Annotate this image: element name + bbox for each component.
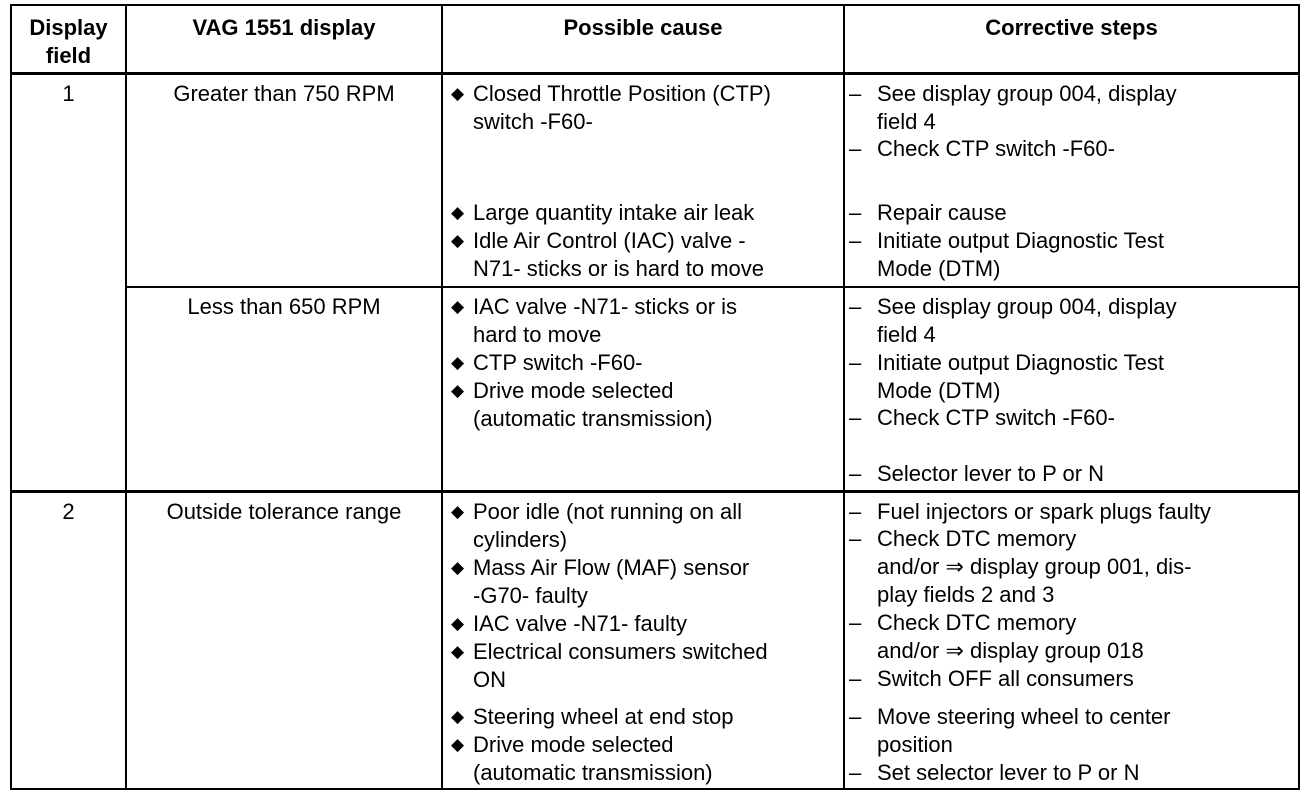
bullet-icon: ◆	[451, 297, 465, 316]
cause-item: ◆ Mass Air Flow (MAF) sensor -G70- faulty	[451, 555, 750, 608]
vag-display-value: Greater than 750 RPM	[173, 81, 395, 106]
table-border-bottom	[10, 788, 1300, 790]
dash-icon: –	[849, 610, 862, 635]
step-item: – Move steering wheel to center position	[849, 704, 1171, 757]
dash-icon: –	[849, 499, 862, 524]
vag-display-value: Less than 650 RPM	[187, 294, 381, 319]
dash-icon: –	[849, 294, 862, 319]
step-item: – See display group 004, display field 4	[849, 81, 1177, 134]
dash-icon: –	[849, 760, 862, 785]
table-border-left	[10, 4, 12, 790]
display-field-value: 2	[62, 499, 75, 524]
step-item: – See display group 004, display field 4	[849, 294, 1177, 347]
dash-icon: –	[849, 350, 862, 375]
cause-item: ◆ IAC valve -N71- sticks or is hard to move	[451, 294, 738, 347]
column-divider-3	[843, 4, 845, 790]
table-border-top	[10, 4, 1300, 6]
dash-icon: –	[849, 81, 862, 106]
dash-icon: –	[849, 228, 862, 253]
step-item: – Repair cause	[849, 200, 1007, 225]
cause-item: ◆ Drive mode selected (automatic transmission)	[451, 378, 713, 431]
bullet-icon: ◆	[451, 707, 465, 726]
cause-item: ◆ Steering wheel at end stop	[451, 704, 734, 729]
dash-icon: –	[849, 526, 862, 551]
bullet-icon: ◆	[451, 642, 465, 661]
bullet-icon: ◆	[451, 203, 465, 222]
step-item: – Check CTP switch -F60-	[849, 405, 1115, 430]
step-item: – Initiate output Diagnostic Test Mode (DTM)	[849, 228, 1164, 281]
header-possible-cause: Possible cause	[563, 15, 723, 40]
header-divider	[10, 72, 1300, 75]
column-divider-2	[441, 4, 443, 790]
dash-icon: –	[849, 136, 862, 161]
bullet-icon: ◆	[451, 614, 465, 633]
step-item: – Initiate output Diagnostic Test Mode (DTM)	[849, 350, 1164, 403]
step-item: – Switch OFF all consumers	[849, 666, 1134, 691]
subrow-divider	[125, 286, 1300, 288]
bullet-icon: ◆	[451, 381, 465, 400]
bullet-icon: ◆	[451, 502, 465, 521]
cause-item: ◆ Idle Air Control (IAC) valve - N71- sticks or is hard to move	[451, 228, 764, 281]
cause-item: ◆ Drive mode selected (automatic transmission)	[451, 732, 713, 785]
cause-item: ◆ Poor idle (not running on all cylinders)	[451, 499, 743, 552]
column-divider-1	[125, 4, 127, 790]
dash-icon: –	[849, 405, 862, 430]
bullet-icon: ◆	[451, 558, 465, 577]
step-item: – Selector lever to P or N	[849, 461, 1105, 486]
bullet-icon: ◆	[451, 84, 465, 103]
cause-item: ◆ IAC valve -N71- faulty	[451, 611, 687, 636]
step-item: – Check DTC memory and/or ⇒ display group 001, dis- play fields 2 and 3	[849, 526, 1192, 607]
dash-icon: –	[849, 666, 862, 691]
header-corrective-steps: Corrective steps	[985, 15, 1158, 40]
display-field-value: 1	[62, 81, 75, 106]
step-item: – Set selector lever to P or N	[849, 760, 1140, 785]
table-border-right	[1298, 4, 1300, 790]
bullet-icon: ◆	[451, 735, 465, 754]
cause-item: ◆ Closed Throttle Position (CTP) switch -F60-	[451, 81, 771, 134]
header-display-field: Display field	[29, 15, 108, 68]
row-divider	[10, 490, 1300, 493]
step-item: – Check CTP switch -F60-	[849, 136, 1115, 161]
cause-item: ◆ Electrical consumers switched ON	[451, 639, 768, 692]
bullet-icon: ◆	[451, 353, 465, 372]
step-item: – Fuel injectors or spark plugs faulty	[849, 499, 1211, 524]
cause-item: ◆ Large quantity intake air leak	[451, 200, 755, 225]
step-item: – Check DTC memory and/or ⇒ display group 018	[849, 610, 1144, 663]
header-vag-display: VAG 1551 display	[192, 15, 376, 40]
vag-display-value: Outside tolerance range	[166, 499, 402, 524]
cause-item: ◆ CTP switch -F60-	[451, 350, 643, 375]
dash-icon: –	[849, 461, 862, 486]
dash-icon: –	[849, 200, 862, 225]
bullet-icon: ◆	[451, 231, 465, 250]
dash-icon: –	[849, 704, 862, 729]
